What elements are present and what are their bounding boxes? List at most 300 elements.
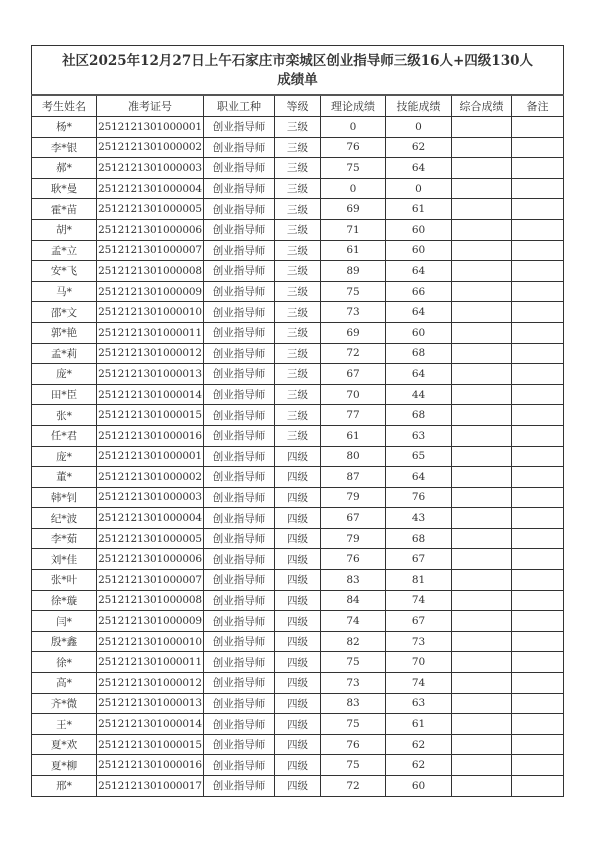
table-row [32, 467, 564, 488]
cell-name: 徐* [32, 652, 97, 673]
cell-skill-score: 60 [386, 776, 452, 797]
cell-exam-id: 2512121301000014 [97, 714, 204, 735]
cell-skill-score: 62 [386, 755, 452, 776]
cell-notes [512, 281, 564, 302]
cell-level: 四级 [275, 590, 321, 611]
cell-skill-score: 64 [386, 158, 452, 179]
cell-theory-score: 87 [321, 467, 386, 488]
cell-occupation: 创业指导师 [204, 776, 275, 797]
cell-skill-score: 61 [386, 714, 452, 735]
cell-name: 董* [32, 467, 97, 488]
table-row [32, 755, 564, 776]
cell-occupation: 创业指导师 [204, 364, 275, 385]
table-row [32, 714, 564, 735]
score-sheet [31, 45, 563, 797]
cell-theory-score: 84 [321, 590, 386, 611]
cell-exam-id: 2512121301000009 [97, 281, 204, 302]
col-header-name: 考生姓名 [32, 95, 97, 117]
cell-notes [512, 405, 564, 426]
cell-exam-id: 2512121301000002 [97, 137, 204, 158]
cell-name: 霍*苗 [32, 199, 97, 220]
cell-skill-score: 64 [386, 261, 452, 282]
cell-notes [512, 117, 564, 138]
cell-notes [512, 343, 564, 364]
cell-notes [512, 219, 564, 240]
cell-occupation: 创业指导师 [204, 384, 275, 405]
col-header-theory-score: 理论成绩 [321, 95, 386, 117]
cell-notes [512, 425, 564, 446]
col-header-notes: 备注 [512, 95, 564, 117]
col-header-level: 等级 [275, 95, 321, 117]
table-row [32, 734, 564, 755]
cell-name: 夏*柳 [32, 755, 97, 776]
col-header-occupation: 职业工种 [204, 95, 275, 117]
cell-skill-score: 60 [386, 219, 452, 240]
cell-theory-score: 74 [321, 611, 386, 632]
cell-occupation: 创业指导师 [204, 508, 275, 529]
cell-theory-score: 75 [321, 755, 386, 776]
cell-skill-score: 65 [386, 446, 452, 467]
cell-name: 李*银 [32, 137, 97, 158]
cell-name: 孟*立 [32, 240, 97, 261]
cell-theory-score: 75 [321, 158, 386, 179]
cell-exam-id: 2512121301000013 [97, 364, 204, 385]
cell-notes [512, 178, 564, 199]
cell-exam-id: 2512121301000007 [97, 570, 204, 591]
cell-exam-id: 2512121301000005 [97, 199, 204, 220]
cell-exam-id: 2512121301000014 [97, 384, 204, 405]
cell-notes [512, 302, 564, 323]
cell-total-score [452, 673, 512, 694]
table-row [32, 487, 564, 508]
cell-name: 闫* [32, 611, 97, 632]
cell-skill-score: 74 [386, 590, 452, 611]
cell-theory-score: 83 [321, 693, 386, 714]
cell-level: 三级 [275, 240, 321, 261]
cell-total-score [452, 508, 512, 529]
cell-level: 四级 [275, 446, 321, 467]
cell-total-score [452, 343, 512, 364]
cell-theory-score: 0 [321, 117, 386, 138]
cell-occupation: 创业指导师 [204, 755, 275, 776]
cell-name: 齐*微 [32, 693, 97, 714]
cell-notes [512, 137, 564, 158]
cell-theory-score: 71 [321, 219, 386, 240]
table-row [32, 549, 564, 570]
cell-skill-score: 64 [386, 467, 452, 488]
cell-occupation: 创业指导师 [204, 528, 275, 549]
cell-exam-id: 2512121301000011 [97, 652, 204, 673]
table-row [32, 673, 564, 694]
title-line-1: 社区2025年12月27日上午石家庄市栾城区创业指导师三级16人+四级130人 [62, 53, 533, 69]
cell-notes [512, 364, 564, 385]
cell-name: 张* [32, 405, 97, 426]
cell-notes [512, 734, 564, 755]
cell-exam-id: 2512121301000005 [97, 528, 204, 549]
cell-level: 三级 [275, 281, 321, 302]
cell-exam-id: 2512121301000010 [97, 631, 204, 652]
cell-name: 杨* [32, 117, 97, 138]
cell-level: 三级 [275, 178, 321, 199]
table-row [32, 446, 564, 467]
cell-exam-id: 2512121301000015 [97, 734, 204, 755]
cell-notes [512, 487, 564, 508]
table-row [32, 405, 564, 426]
cell-total-score [452, 693, 512, 714]
cell-total-score [452, 528, 512, 549]
cell-level: 三级 [275, 425, 321, 446]
cell-notes [512, 446, 564, 467]
cell-level: 三级 [275, 405, 321, 426]
cell-level: 三级 [275, 364, 321, 385]
cell-total-score [452, 405, 512, 426]
cell-total-score [452, 219, 512, 240]
table-row [32, 261, 564, 282]
cell-skill-score: 76 [386, 487, 452, 508]
cell-name: 郭*艳 [32, 322, 97, 343]
cell-total-score [452, 322, 512, 343]
cell-theory-score: 79 [321, 487, 386, 508]
cell-level: 四级 [275, 528, 321, 549]
cell-occupation: 创业指导师 [204, 343, 275, 364]
cell-level: 三级 [275, 199, 321, 220]
table-row [32, 302, 564, 323]
cell-occupation: 创业指导师 [204, 405, 275, 426]
table-row [32, 158, 564, 179]
table-row [32, 425, 564, 446]
cell-theory-score: 76 [321, 137, 386, 158]
cell-occupation: 创业指导师 [204, 631, 275, 652]
table-row [32, 528, 564, 549]
cell-name: 郝* [32, 158, 97, 179]
cell-total-score [452, 178, 512, 199]
cell-level: 三级 [275, 117, 321, 138]
cell-notes [512, 384, 564, 405]
cell-name: 马* [32, 281, 97, 302]
cell-total-score [452, 446, 512, 467]
cell-name: 王* [32, 714, 97, 735]
cell-theory-score: 73 [321, 673, 386, 694]
cell-total-score [452, 549, 512, 570]
cell-occupation: 创业指导师 [204, 261, 275, 282]
cell-notes [512, 693, 564, 714]
cell-name: 高* [32, 673, 97, 694]
cell-notes [512, 611, 564, 632]
cell-exam-id: 2512121301000010 [97, 302, 204, 323]
cell-name: 殷*鑫 [32, 631, 97, 652]
cell-skill-score: 60 [386, 240, 452, 261]
table-row [32, 611, 564, 632]
table-row [32, 384, 564, 405]
cell-skill-score: 68 [386, 405, 452, 426]
cell-level: 三级 [275, 302, 321, 323]
cell-total-score [452, 631, 512, 652]
cell-theory-score: 73 [321, 302, 386, 323]
cell-theory-score: 76 [321, 734, 386, 755]
cell-name: 刘*佳 [32, 549, 97, 570]
cell-name: 张*叶 [32, 570, 97, 591]
cell-notes [512, 549, 564, 570]
cell-name: 韩*钊 [32, 487, 97, 508]
cell-name: 孟*莉 [32, 343, 97, 364]
cell-theory-score: 69 [321, 322, 386, 343]
cell-exam-id: 2512121301000012 [97, 343, 204, 364]
table-row [32, 652, 564, 673]
cell-theory-score: 72 [321, 343, 386, 364]
cell-name: 庞* [32, 364, 97, 385]
table-row [32, 219, 564, 240]
cell-notes [512, 240, 564, 261]
cell-skill-score: 0 [386, 117, 452, 138]
cell-level: 三级 [275, 384, 321, 405]
cell-skill-score: 61 [386, 199, 452, 220]
cell-occupation: 创业指导师 [204, 734, 275, 755]
cell-level: 四级 [275, 734, 321, 755]
cell-level: 三级 [275, 158, 321, 179]
cell-exam-id: 2512121301000009 [97, 611, 204, 632]
cell-name: 田*臣 [32, 384, 97, 405]
cell-skill-score: 67 [386, 549, 452, 570]
cell-notes [512, 590, 564, 611]
cell-occupation: 创业指导师 [204, 549, 275, 570]
cell-notes [512, 673, 564, 694]
cell-exam-id: 2512121301000011 [97, 322, 204, 343]
cell-total-score [452, 117, 512, 138]
table-row [32, 137, 564, 158]
cell-total-score [452, 611, 512, 632]
cell-occupation: 创业指导师 [204, 693, 275, 714]
cell-exam-id: 2512121301000006 [97, 549, 204, 570]
cell-level: 四级 [275, 631, 321, 652]
cell-theory-score: 0 [321, 178, 386, 199]
cell-total-score [452, 755, 512, 776]
cell-occupation: 创业指导师 [204, 137, 275, 158]
cell-exam-id: 2512121301000004 [97, 508, 204, 529]
cell-occupation: 创业指导师 [204, 487, 275, 508]
table-row [32, 590, 564, 611]
cell-level: 三级 [275, 261, 321, 282]
table-row [32, 693, 564, 714]
cell-theory-score: 89 [321, 261, 386, 282]
cell-skill-score: 81 [386, 570, 452, 591]
cell-level: 四级 [275, 487, 321, 508]
header-row [32, 95, 564, 117]
cell-exam-id: 2512121301000006 [97, 219, 204, 240]
cell-occupation: 创业指导师 [204, 219, 275, 240]
table-row [32, 776, 564, 797]
cell-name: 安*飞 [32, 261, 97, 282]
cell-theory-score: 77 [321, 405, 386, 426]
cell-level: 四级 [275, 652, 321, 673]
cell-theory-score: 82 [321, 631, 386, 652]
cell-level: 四级 [275, 714, 321, 735]
cell-total-score [452, 590, 512, 611]
table-row [32, 117, 564, 138]
cell-exam-id: 2512121301000008 [97, 261, 204, 282]
cell-level: 三级 [275, 219, 321, 240]
cell-notes [512, 755, 564, 776]
table-row [32, 281, 564, 302]
cell-notes [512, 714, 564, 735]
cell-theory-score: 67 [321, 508, 386, 529]
cell-name: 耿*曼 [32, 178, 97, 199]
cell-total-score [452, 261, 512, 282]
col-header-exam-id: 准考证号 [97, 95, 204, 117]
cell-skill-score: 67 [386, 611, 452, 632]
cell-skill-score: 63 [386, 425, 452, 446]
cell-theory-score: 76 [321, 549, 386, 570]
cell-exam-id: 2512121301000004 [97, 178, 204, 199]
table-row [32, 199, 564, 220]
cell-occupation: 创业指导师 [204, 714, 275, 735]
cell-name: 纪*波 [32, 508, 97, 529]
table-row [32, 570, 564, 591]
cell-total-score [452, 137, 512, 158]
cell-occupation: 创业指导师 [204, 158, 275, 179]
cell-name: 夏*欢 [32, 734, 97, 755]
cell-total-score [452, 158, 512, 179]
cell-total-score [452, 570, 512, 591]
cell-total-score [452, 240, 512, 261]
col-header-skill-score: 技能成绩 [386, 95, 452, 117]
cell-name: 李*茹 [32, 528, 97, 549]
cell-notes [512, 467, 564, 488]
cell-skill-score: 73 [386, 631, 452, 652]
cell-theory-score: 67 [321, 364, 386, 385]
title-line-2: 成绩单 [277, 72, 318, 88]
cell-occupation: 创业指导师 [204, 302, 275, 323]
cell-skill-score: 66 [386, 281, 452, 302]
cell-notes [512, 508, 564, 529]
table-row [32, 240, 564, 261]
cell-exam-id: 2512121301000013 [97, 693, 204, 714]
cell-notes [512, 322, 564, 343]
cell-name: 徐*璇 [32, 590, 97, 611]
cell-skill-score: 0 [386, 178, 452, 199]
cell-level: 四级 [275, 467, 321, 488]
table-row [32, 364, 564, 385]
cell-occupation: 创业指导师 [204, 178, 275, 199]
cell-occupation: 创业指导师 [204, 446, 275, 467]
cell-occupation: 创业指导师 [204, 673, 275, 694]
cell-exam-id: 2512121301000001 [97, 117, 204, 138]
cell-occupation: 创业指导师 [204, 590, 275, 611]
cell-theory-score: 79 [321, 528, 386, 549]
cell-occupation: 创业指导师 [204, 652, 275, 673]
table-row [32, 322, 564, 343]
cell-skill-score: 70 [386, 652, 452, 673]
cell-level: 四级 [275, 611, 321, 632]
cell-notes [512, 158, 564, 179]
cell-occupation: 创业指导师 [204, 240, 275, 261]
cell-skill-score: 64 [386, 364, 452, 385]
cell-theory-score: 80 [321, 446, 386, 467]
cell-exam-id: 2512121301000001 [97, 446, 204, 467]
document-title [32, 46, 564, 96]
cell-name: 邢* [32, 776, 97, 797]
cell-level: 四级 [275, 673, 321, 694]
cell-notes [512, 199, 564, 220]
cell-occupation: 创业指导师 [204, 467, 275, 488]
cell-level: 三级 [275, 137, 321, 158]
cell-exam-id: 2512121301000002 [97, 467, 204, 488]
cell-exam-id: 2512121301000017 [97, 776, 204, 797]
cell-exam-id: 2512121301000007 [97, 240, 204, 261]
cell-theory-score: 75 [321, 281, 386, 302]
cell-total-score [452, 384, 512, 405]
cell-theory-score: 69 [321, 199, 386, 220]
cell-occupation: 创业指导师 [204, 570, 275, 591]
cell-skill-score: 64 [386, 302, 452, 323]
cell-total-score [452, 425, 512, 446]
cell-exam-id: 2512121301000003 [97, 487, 204, 508]
cell-total-score [452, 302, 512, 323]
cell-total-score [452, 467, 512, 488]
cell-notes [512, 570, 564, 591]
cell-theory-score: 61 [321, 425, 386, 446]
cell-notes [512, 652, 564, 673]
col-header-total-score: 综合成绩 [452, 95, 512, 117]
cell-theory-score: 75 [321, 714, 386, 735]
cell-total-score [452, 487, 512, 508]
cell-occupation: 创业指导师 [204, 611, 275, 632]
cell-total-score [452, 734, 512, 755]
cell-skill-score: 68 [386, 343, 452, 364]
cell-level: 四级 [275, 693, 321, 714]
cell-level: 四级 [275, 549, 321, 570]
table-row [32, 178, 564, 199]
cell-theory-score: 72 [321, 776, 386, 797]
cell-name: 任*君 [32, 425, 97, 446]
cell-name: 胡* [32, 219, 97, 240]
table-row [32, 631, 564, 652]
cell-level: 四级 [275, 508, 321, 529]
cell-theory-score: 75 [321, 652, 386, 673]
cell-occupation: 创业指导师 [204, 322, 275, 343]
cell-total-score [452, 714, 512, 735]
cell-theory-score: 70 [321, 384, 386, 405]
cell-total-score [452, 364, 512, 385]
cell-occupation: 创业指导师 [204, 199, 275, 220]
cell-level: 四级 [275, 570, 321, 591]
cell-skill-score: 74 [386, 673, 452, 694]
cell-exam-id: 2512121301000012 [97, 673, 204, 694]
cell-exam-id: 2512121301000016 [97, 425, 204, 446]
cell-name: 邵*文 [32, 302, 97, 323]
cell-skill-score: 44 [386, 384, 452, 405]
cell-notes [512, 631, 564, 652]
cell-notes [512, 528, 564, 549]
cell-level: 三级 [275, 322, 321, 343]
table-row [32, 508, 564, 529]
cell-theory-score: 83 [321, 570, 386, 591]
cell-total-score [452, 199, 512, 220]
cell-occupation: 创业指导师 [204, 117, 275, 138]
cell-skill-score: 62 [386, 734, 452, 755]
cell-exam-id: 2512121301000003 [97, 158, 204, 179]
table-row [32, 343, 564, 364]
cell-occupation: 创业指导师 [204, 425, 275, 446]
cell-exam-id: 2512121301000015 [97, 405, 204, 426]
cell-total-score [452, 776, 512, 797]
table-body [32, 117, 564, 797]
cell-skill-score: 60 [386, 322, 452, 343]
cell-skill-score: 62 [386, 137, 452, 158]
cell-total-score [452, 652, 512, 673]
cell-skill-score: 63 [386, 693, 452, 714]
cell-occupation: 创业指导师 [204, 281, 275, 302]
cell-total-score [452, 281, 512, 302]
